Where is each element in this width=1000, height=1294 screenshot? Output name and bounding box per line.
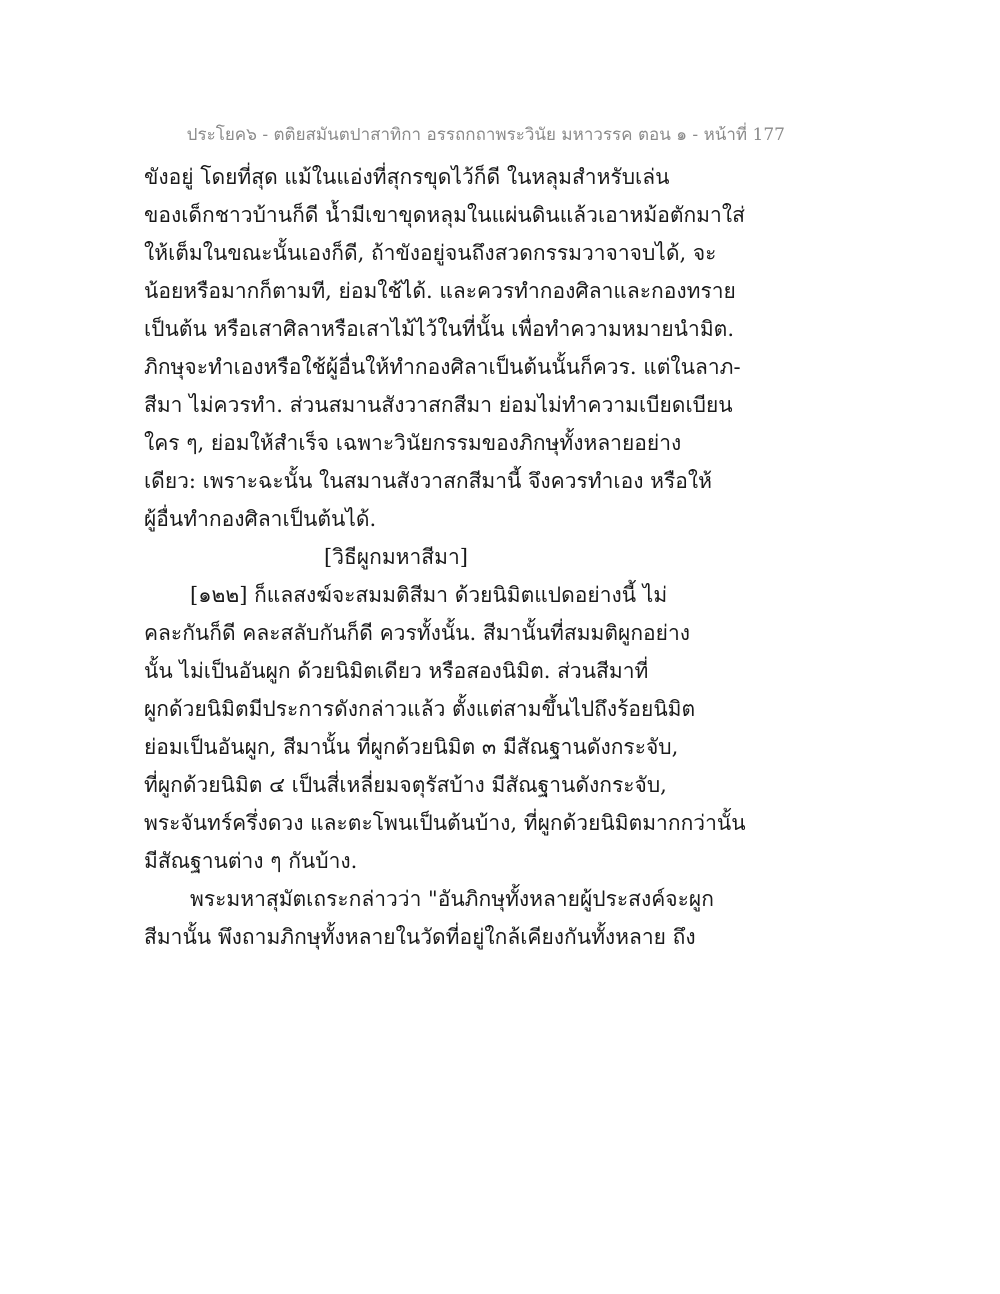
body-line: ผูกด้วยนิมิตมีประการดังกล่าวแล้ว ตั้งแต่สามขึ้นไปถึงร้อยนิมิต xyxy=(144,697,696,721)
body-line: สีมา ไม่ควรทำ. ส่วนสมานสังวาสกสีมา ย่อมไม่ทำความเบียดเบียน xyxy=(144,393,733,417)
body-line: ใคร ๆ, ย่อมให้สำเร็จ เฉพาะวินัยกรรมของภิกษุทั้งหลายอย่าง xyxy=(144,431,682,455)
body-line: พระจันทร์ครึ่งดวง และตะโพนเป็นต้นบ้าง, ที่ผูกด้วยนิมิตมากกว่านั้น xyxy=(144,811,746,835)
body-line: ให้เต็มในขณะนั้นเองก็ดี, ถ้าขังอยู่จนถึงสวดกรรมวาจาจบได้, จะ xyxy=(144,241,717,265)
body-line: ที่ผูกด้วยนิมิต ๔ เป็นสี่เหลี่ยมจตุรัสบ้าง มีสัณฐานดังกระจับ, xyxy=(144,773,667,797)
paragraph-start-line: พระมหาสุมัตเถระกล่าวว่า "อันภิกษุทั้งหลายผู้ประสงค์จะผูก xyxy=(190,887,714,911)
body-line: ย่อมเป็นอันผูก, สีมานั้น ที่ผูกด้วยนิมิต ๓ มีสัณฐานดังกระจับ, xyxy=(144,735,679,759)
body-line: น้อยหรือมากก็ตามที, ย่อมใช้ได้. และควรทำกองศิลาและกองทราย xyxy=(144,279,736,303)
page-body xyxy=(144,158,764,956)
page-header: ประโยค๖ - ตติยสมันตปาสาทิกา อรรถกถาพระวินัย มหาวรรค ตอน ๑ - หน้าที่ 177 xyxy=(186,125,785,145)
body-line: ภิกษุจะทำเองหรือใช้ผู้อื่นให้ทำกองศิลาเป็นต้นนั้นก็ควร. แต่ในลาภ- xyxy=(144,355,741,379)
body-line: มีสัณฐานต่าง ๆ กันบ้าง. xyxy=(144,849,358,873)
body-line: คละกันก็ดี คละสลับกันก็ดี ควรทั้งนั้น. สีมานั้นที่สมมติผูกอย่าง xyxy=(144,621,691,645)
section-heading: [วิธีผูกมหาสีมา] xyxy=(324,545,468,569)
body-line: ของเด็กชาวบ้านก็ดี น้ำมีเขาขุดหลุมในแผ่นดินแล้วเอาหม้อตักมาใส่ xyxy=(144,203,745,227)
body-line: นั้น ไม่เป็นอันผูก ด้วยนิมิตเดียว หรือสองนิมิต. ส่วนสีมาที่ xyxy=(144,659,649,683)
body-line: เดียว: เพราะฉะนั้น ในสมานสังวาสกสีมานี้ จึงควรทำเอง หรือให้ xyxy=(144,469,712,493)
paragraph-start-line: [๑๒๒] ก็แลสงฆ์จะสมมติสีมา ด้วยนิมิตแปดอย่างนี้ ไม่ xyxy=(190,583,668,607)
body-line: ขังอยู่ โดยที่สุด แม้ในแอ่งที่สุกรขุดไว้ก็ดี ในหลุมสำหรับเล่น xyxy=(144,165,670,189)
body-line: ผู้อื่นทำกองศิลาเป็นต้นได้. xyxy=(144,507,377,531)
body-line: เป็นต้น หรือเสาศิลาหรือเสาไม้ไว้ในที่นั้น เพื่อทำความหมายนำมิต. xyxy=(144,317,734,341)
body-line: สีมานั้น พึงถามภิกษุทั้งหลายในวัดที่อยู่ใกล้เคียงกันทั้งหลาย ถึง xyxy=(144,925,696,949)
